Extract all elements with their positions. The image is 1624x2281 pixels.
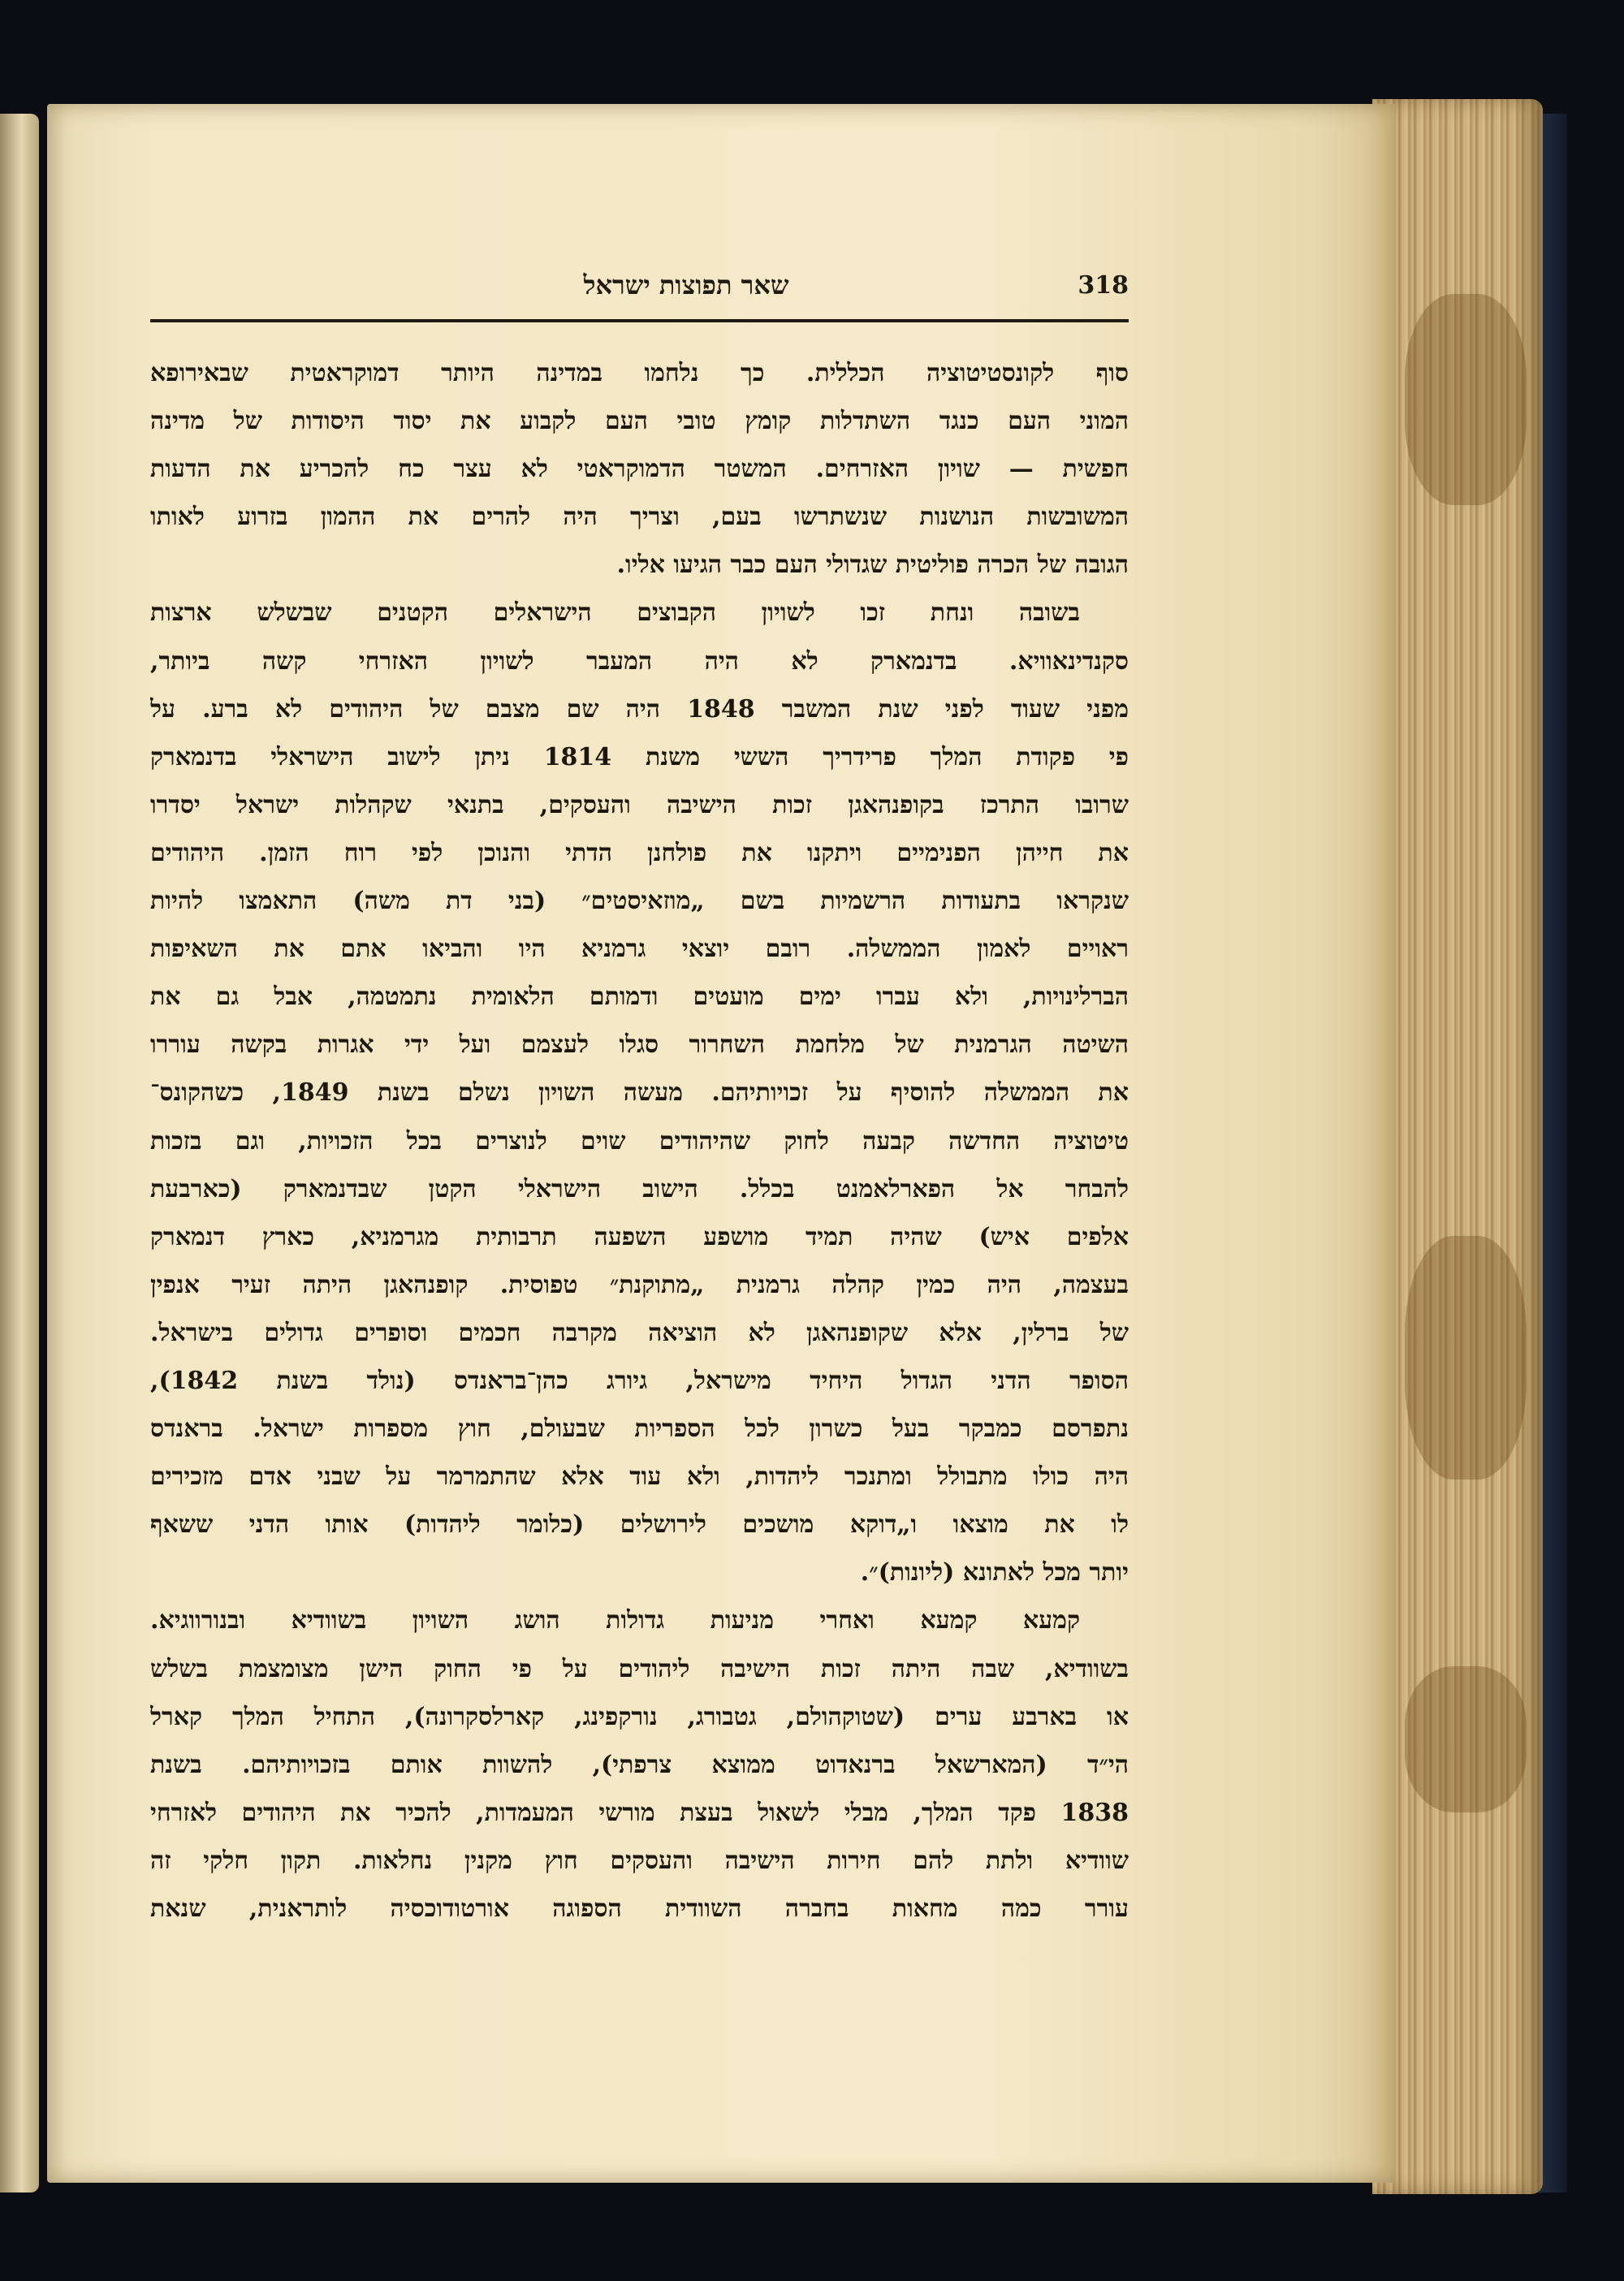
text-line: או בארבע ערים (שטוקהולם, גטבורג, נורקפינג, קארלסקרונה), התחיל המלך קארל	[150, 1702, 1129, 1731]
text-line: נתפרסם כמבקר בעל כשרון לכל הספריות שבעולם, חוץ מספרות ישראל. בראנדס	[150, 1415, 1129, 1444]
text-line: פי פקודת המלך פרידריך הששי משנת 1814 ניתן לישוב הישראלי בדנמארק	[150, 742, 1129, 771]
page-stain	[1405, 1666, 1527, 1812]
text-line: הסופר הדני הגדול היחיד מישראל, גיורג כהן־בראנדס (נולד בשנת 1842),	[150, 1366, 1129, 1395]
text-line: המוני העם כנגד השתדלות קומץ טובי העם לקבוע את יסוד היסודות של מדינה	[150, 407, 1129, 436]
text-line: יותר מכל לאתונא (ליונות)״.	[860, 1558, 1129, 1588]
page-header	[150, 268, 1129, 317]
text-line: לו את מוצאו ו„דוקא מושכים לירושלים (כלומר ליהדות) אותו הדני ששאף	[150, 1510, 1129, 1540]
text-line: קמעא קמעא ואחרי מניעות גדולות הושג השויון בשוודיא ובנורווגיא.	[150, 1606, 1080, 1635]
text-line: חפשית — שויון האזרחים. המשטר הדמוקראטי לא עצר כח להכריע את הדעות	[150, 455, 1129, 484]
text-line: הי״ד (המארשאל ברנאדוט ממוצא צרפתי), להשוות אותם בזכויותיהם. בשנת	[150, 1750, 1129, 1779]
header-rule	[150, 319, 1129, 322]
adjacent-page-edge	[0, 114, 39, 2192]
page-stain	[1405, 294, 1527, 505]
text-line: בעצמה, היה כמין קהלה גרמנית „מתוקנת״ טפוסית. קופנהאגן היתה זעיר אנפין	[150, 1270, 1129, 1299]
text-line: של ברלין, אלא שקופנהאגן לא הוציאה מקרבה חכמים וסופרים גדולים בישראל.	[150, 1318, 1129, 1347]
page-number: 318	[1078, 271, 1129, 300]
text-line: בשובה ונחת זכו לשויון הקבוצים הישראלים הקטנים שבשלש ארצות	[150, 598, 1080, 628]
text-line: את הממשלה להוסיף על זכויותיהם. מעשה השויון נשלם בשנת 1849, כשהקונס־	[150, 1078, 1129, 1108]
text-line: טיטוציה החדשה קבעה לחוק שהיהודים שוים לנוצרים בכל הזכויות, וגם בזכות	[150, 1126, 1129, 1156]
text-line: את חייהן הפנימיים ויתקנו את פולחנן הדתי והנוכן לפי רוח הזמן. היהודים	[150, 838, 1129, 867]
text-line: להבחר אל הפארלאמנט בכלל. הישוב הישראלי הקטן שבדנמארק (כארבעת	[150, 1174, 1129, 1203]
running-title: שאר תפוצות ישראל	[583, 270, 789, 300]
text-line: השיטה הגרמנית של מלחמת השחרור סגלו לעצמם ועל ידי אגרות בקשה עוררו	[150, 1030, 1129, 1060]
text-line: בשוודיא, שבה היתה זכות הישיבה ליהודים על פי החוק הישן מצומצמת בשלש	[150, 1654, 1129, 1683]
text-line: ראויים לאמון הממשלה. רובם יוצאי גרמניא היו והביאו אתם את השאיפות	[150, 935, 1129, 964]
page-block-edges	[1372, 99, 1543, 2194]
body-text	[150, 349, 1129, 1933]
text-line: סקנדינאוויא. בדנמארק לא היה המעבר לשויון האזרחי קשה ביותר,	[150, 646, 1129, 676]
text-line: סוף לקונסטיטוציה הכללית. כך נלחמו במדינה היותר דמוקראטית שבאירופא	[150, 359, 1129, 387]
text-line: הברלינויות, ולא עברו ימים מועטים ודמותם הלאומית נתמטמה, אבל גם את	[150, 983, 1129, 1012]
text-line: המשובשות הנושנות שנשתרשו בעם, וצריך היה להרים את ההמון בזרוע לאותו	[150, 503, 1129, 532]
text-line: עורר כמה מחאות בחברה השוודית הספוגה אורטודוכסיה לותראנית, שנאת	[150, 1894, 1129, 1923]
text-line: אלפים איש) שהיה תמיד מושפע השפעה תרבותית מגרמניא, כארץ דנמארק	[150, 1222, 1129, 1251]
text-line: הגובה של הכרה פוליטית שגדולי העם כבר הגיעו אליו.	[616, 551, 1129, 580]
text-line: 1838 פקד המלך, מבלי לשאול בעצת מורשי המעמדות, להכיר את היהודים לאזרחי	[150, 1798, 1129, 1827]
text-line: היה כולו מתבולל ומתנכר ליהדות, ולא עוד אלא שהתמרמר על שבני אדם מזכירים	[150, 1462, 1129, 1492]
page-stain	[1405, 1236, 1527, 1480]
text-line: מפני שעוד לפני שנת המשבר 1848 היה שם מצבם של היהודים לא ברע. על	[150, 694, 1129, 724]
text-line: שנקראו בתעודות הרשמיות בשם „מוזאיסטים״ (בני דת משה) התאמצו להיות	[150, 887, 1129, 916]
text-line: שוודיא ולתת להם חירות הישיבה והעסקים חוץ מקנין נחלאות. תקון חלקי זה	[150, 1846, 1129, 1875]
text-line: שרובו התרכז בקופנהאגן זכות הישיבה והעסקים, בתנאי שקהלות ישראל יסדרו	[150, 790, 1129, 819]
